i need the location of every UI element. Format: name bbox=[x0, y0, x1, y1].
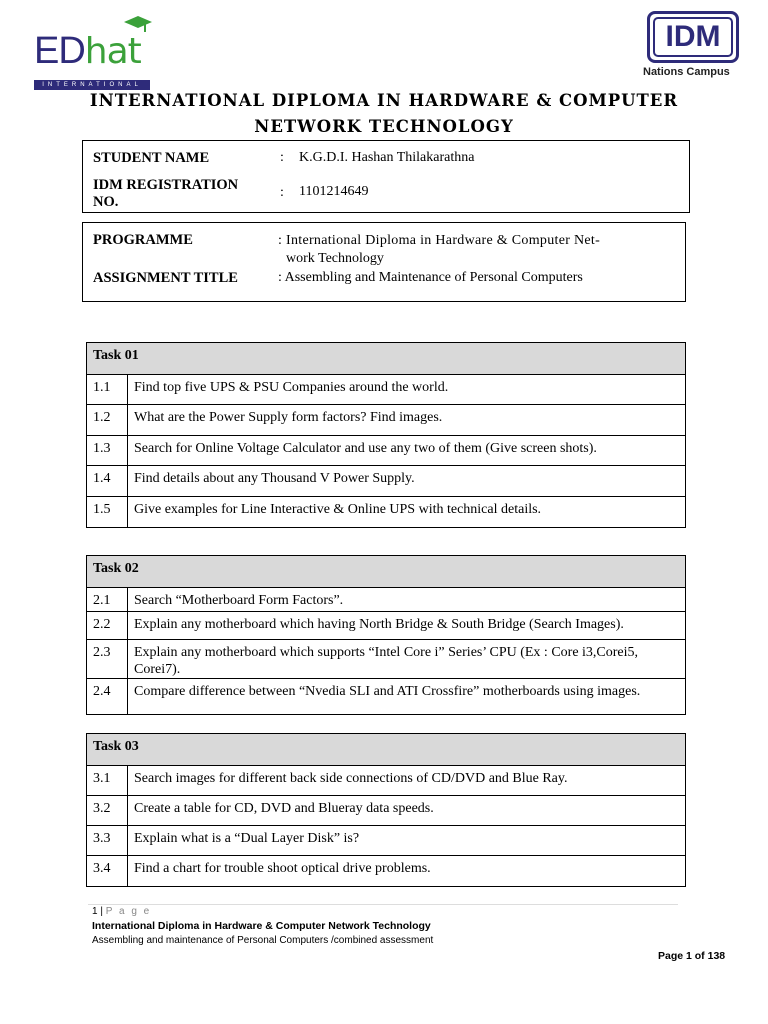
task-item-num: 2.1 bbox=[87, 588, 128, 612]
task-title: Task 03 bbox=[87, 734, 686, 766]
task-item-text: Search “Motherboard Form Factors”. bbox=[128, 588, 686, 612]
student-name-label: STUDENT NAME bbox=[93, 150, 210, 166]
task-item-num: 3.2 bbox=[87, 796, 128, 826]
task-item-text: Find details about any Thousand V Power Supply. bbox=[128, 466, 686, 497]
table-row bbox=[87, 466, 686, 497]
student-name-value: K.G.D.I. Hashan Thilakarathna bbox=[299, 150, 475, 165]
edhat-logo bbox=[34, 14, 152, 88]
idm-sub: Nations Campus bbox=[643, 66, 730, 78]
assignment-title-label: ASSIGNMENT TITLE bbox=[93, 270, 238, 286]
footer-page-number: 1 bbox=[92, 906, 98, 917]
idm-logo-text: IDM bbox=[653, 17, 733, 57]
task-item-num: 2.4 bbox=[87, 679, 128, 715]
footer-page-of: Page 1 of 138 bbox=[658, 950, 726, 962]
programme-value bbox=[278, 232, 600, 268]
task-table-03 bbox=[86, 733, 686, 887]
table-row bbox=[87, 405, 686, 436]
document-title-line1: INTERNATIONAL DIPLOMA IN HARDWARE & COMPUTER bbox=[89, 91, 679, 110]
table-row bbox=[87, 436, 686, 466]
footer-page-marker bbox=[92, 906, 151, 917]
footer-page-separator: | bbox=[97, 906, 106, 917]
reg-value: 1101214649 bbox=[299, 184, 369, 199]
edhat-brand-ed: ED bbox=[34, 30, 85, 72]
reg-label-line1: IDM REGISTRATION bbox=[93, 177, 239, 193]
programme-info-box bbox=[82, 222, 686, 302]
reg-label-line2: NO. bbox=[93, 194, 119, 210]
task-item-text: Search images for different back side connections of CD/DVD and Blue Ray. bbox=[128, 766, 686, 796]
footer-divider bbox=[88, 904, 678, 905]
assignment-title-value: : Assembling and Maintenance of Personal Computers bbox=[278, 270, 583, 285]
task-item-text: Compare difference between “Nvedia SLI and ATI Crossfire” motherboards using images. bbox=[128, 679, 686, 715]
task-item-num: 3.1 bbox=[87, 766, 128, 796]
task-item-text: What are the Power Supply form factors? Find images. bbox=[128, 405, 686, 436]
footer-page-word: P a g e bbox=[105, 906, 152, 917]
programme-value-line1: : International Diploma in Hardware & Computer Net- bbox=[278, 233, 601, 248]
task-item-num: 1.2 bbox=[87, 405, 128, 436]
reg-colon: : bbox=[280, 185, 284, 200]
task-title: Task 02 bbox=[87, 556, 686, 588]
student-info-box bbox=[82, 140, 690, 213]
task-item-text: Find top five UPS & PSU Companies around the world. bbox=[128, 375, 686, 405]
footer-line2: Assembling and maintenance of Personal Computers /combined assessment bbox=[92, 935, 434, 946]
table-row bbox=[87, 796, 686, 826]
footer-line1: International Diploma in Hardware & Computer Network Technology bbox=[92, 920, 431, 932]
task-table-02 bbox=[86, 555, 686, 715]
task-item-text: Explain any motherboard which having North Bridge & South Bridge (Search Images). bbox=[128, 612, 686, 640]
table-row bbox=[87, 612, 686, 640]
task-item-num: 2.3 bbox=[87, 640, 128, 679]
task-title: Task 01 bbox=[87, 343, 686, 375]
edhat-brand-hat: hat bbox=[84, 31, 141, 72]
task-item-text: Find a chart for trouble shoot optical drive problems. bbox=[128, 856, 686, 887]
table-row bbox=[87, 588, 686, 612]
table-row bbox=[87, 766, 686, 796]
edhat-brand bbox=[34, 30, 141, 73]
task-item-num: 3.3 bbox=[87, 826, 128, 856]
edhat-sub: INTERNATIONAL bbox=[34, 80, 150, 90]
task-item-num: 1.5 bbox=[87, 497, 128, 528]
task-item-text: Search for Online Voltage Calculator and use any two of them (Give screen shots). bbox=[128, 436, 686, 466]
table-row bbox=[87, 856, 686, 887]
task-item-num: 3.4 bbox=[87, 856, 128, 887]
task-item-num: 1.1 bbox=[87, 375, 128, 405]
programme-value-line2: work Technology bbox=[286, 251, 384, 266]
task-item-num: 1.3 bbox=[87, 436, 128, 466]
task-item-num: 2.2 bbox=[87, 612, 128, 640]
table-row bbox=[87, 497, 686, 528]
task-item-text: Explain any motherboard which supports “Intel Core i” Series’ CPU (Ex : Core i3,Corei5, Corei7). bbox=[128, 640, 686, 679]
student-name-colon: : bbox=[280, 150, 284, 165]
task-item-text: Give examples for Line Interactive & Online UPS with technical details. bbox=[128, 497, 686, 528]
table-row bbox=[87, 826, 686, 856]
table-row bbox=[87, 375, 686, 405]
task-item-text: Create a table for CD, DVD and Blueray data speeds. bbox=[128, 796, 686, 826]
task-item-text: Explain what is a “Dual Layer Disk” is? bbox=[128, 826, 686, 856]
document-title bbox=[80, 88, 688, 140]
idm-logo bbox=[647, 11, 739, 63]
programme-label: PROGRAMME bbox=[93, 232, 193, 248]
document-title-line2: NETWORK TECHNOLOGY bbox=[254, 117, 514, 136]
task-item-num: 1.4 bbox=[87, 466, 128, 497]
table-row bbox=[87, 679, 686, 715]
table-row bbox=[87, 640, 686, 679]
reg-label bbox=[93, 177, 238, 211]
task-table-01 bbox=[86, 342, 686, 528]
